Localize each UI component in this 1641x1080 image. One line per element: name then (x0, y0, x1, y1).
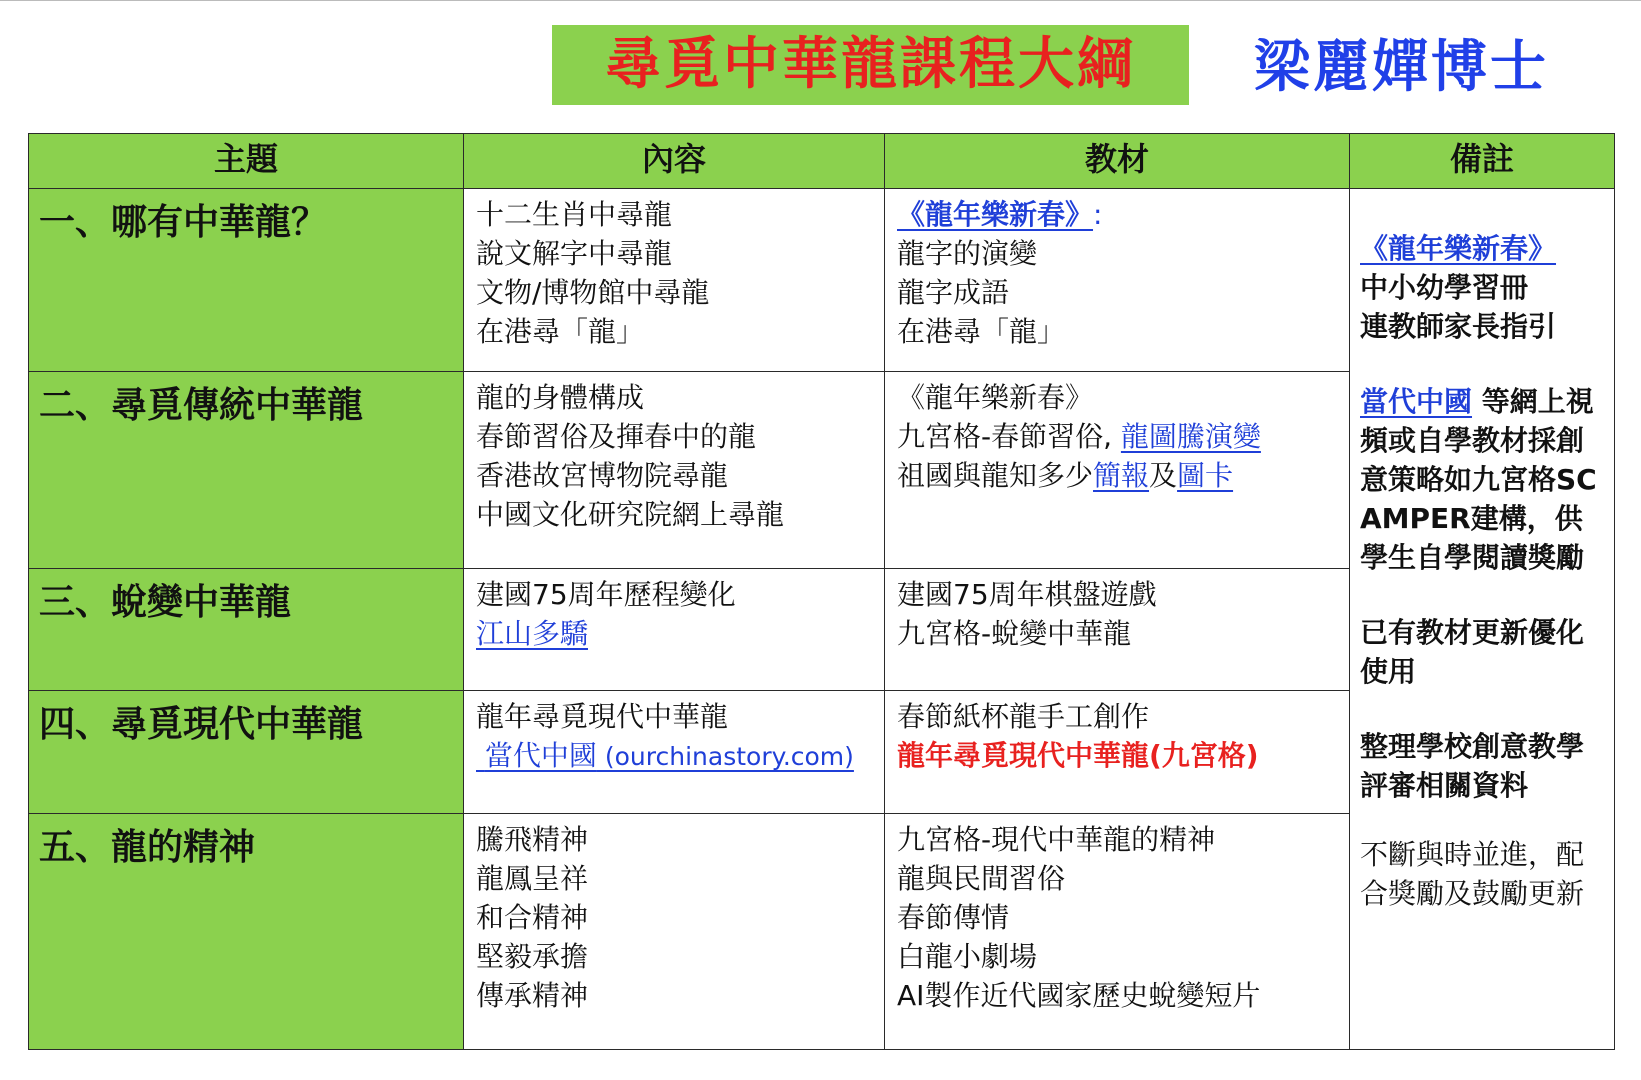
content-item: 在港尋「龍」 (476, 315, 645, 348)
syllabus-table (28, 133, 1615, 1050)
materials-item: 九宮格-現代中華龍的精神 (897, 823, 1216, 856)
header-notes: 備註 (1350, 134, 1615, 189)
topic-cell: 三、蛻變中華龍 (29, 569, 464, 691)
cards-link[interactable]: 圖卡 (1177, 459, 1234, 492)
materials-item: 龍字的演變 (897, 237, 1038, 270)
materials-item: 春節傳情 (897, 901, 1010, 934)
table-row (29, 189, 1615, 372)
content-cell (464, 372, 885, 569)
content-item: 龍的身體構成 (476, 381, 645, 414)
materials-cell (885, 691, 1350, 814)
content-item: 龍年尋覓現代中華龍 (476, 700, 729, 733)
title-banner (552, 25, 1189, 105)
content-item: 十二生肖中尋龍 (476, 198, 673, 231)
slides-link[interactable]: 簡報 (1093, 459, 1150, 492)
materials-cell (885, 569, 1350, 691)
materials-item: 九宮格-蛻變中華龍 (897, 617, 1132, 650)
notes-web-desc: 等網上視頻或自學教材採創意策略如九宮格SCAMPER建構，供學生自學閱讀獎勵 (1360, 385, 1597, 574)
jiangshan-link[interactable]: 江山多驕 (476, 617, 589, 650)
dragon-totem-link[interactable]: 龍圖騰演變 (1120, 420, 1261, 453)
content-item: 香港故宮博物院尋龍 (476, 459, 729, 492)
content-item: 傳承精神 (476, 979, 589, 1012)
notes-book-desc: 中小幼學習冊 (1360, 271, 1529, 304)
materials-item: 建國75周年棋盤遊戲 (897, 578, 1157, 611)
ourchinastory-link[interactable]: 當代中國 (ourchinastory.com) (484, 739, 854, 772)
notes-progress: 不斷與時並進，配合獎勵及鼓勵更新 (1360, 838, 1585, 910)
materials-item: 龍與民間習俗 (897, 862, 1066, 895)
materials-item: 龍字成語 (897, 276, 1010, 309)
topic-cell: 五、龍的精神 (29, 814, 464, 1050)
content-item: 和合精神 (476, 901, 589, 934)
topic-cell: 二、尋覓傳統中華龍 (29, 372, 464, 569)
notes-book-guide: 連教師家長指引 (1360, 310, 1557, 343)
header-row (29, 134, 1615, 189)
content-item: 中國文化研究院網上尋龍 (476, 498, 785, 531)
content-cell (464, 814, 885, 1050)
content-item: 龍鳳呈祥 (476, 862, 589, 895)
header-materials: 教材 (885, 134, 1350, 189)
materials-cell (885, 372, 1350, 569)
materials-cell (885, 814, 1350, 1050)
author-name: 梁麗嬋博士 (1254, 35, 1549, 100)
materials-text: 及 (1149, 459, 1178, 492)
notes-cell (1350, 189, 1615, 1050)
top-border-line (0, 0, 1641, 1)
topic-cell: 一、哪有中華龍？ (29, 189, 464, 372)
content-cell (464, 569, 885, 691)
content-item: 說文解字中尋龍 (476, 237, 673, 270)
materials-item: AI製作近代國家歷史蛻變短片 (897, 979, 1261, 1012)
content-item: 春節習俗及揮春中的龍 (476, 420, 757, 453)
content-item: 建國75周年歷程變化 (476, 578, 736, 611)
materials-item: 春節紙杯龍手工創作 (897, 700, 1150, 733)
materials-item: 在港尋「龍」 (897, 315, 1066, 348)
materials-item: 白龍小劇場 (897, 940, 1038, 973)
materials-cell (885, 189, 1350, 372)
content-cell (464, 691, 885, 814)
notes-update: 已有教材更新優化使用 (1360, 616, 1585, 688)
materials-text: 祖國與龍知多少 (897, 459, 1094, 492)
content-item: 文物/博物館中尋龍 (476, 276, 710, 309)
materials-text: 九宮格-春節習俗, (897, 420, 1121, 453)
materials-highlight: 龍年尋覓現代中華龍(九宮格) (897, 739, 1259, 772)
colon: : (1093, 198, 1103, 231)
notes-web-link[interactable]: 當代中國 (1360, 385, 1473, 418)
header-content: 內容 (464, 134, 885, 189)
notes-compile: 整理學校創意教學評審相關資料 (1360, 730, 1585, 802)
notes-book-link[interactable]: 《龍年樂新春》 (1360, 232, 1557, 265)
materials-item: 《龍年樂新春》 (897, 381, 1094, 414)
topic-cell: 四、尋覓現代中華龍 (29, 691, 464, 814)
content-item: 騰飛精神 (476, 823, 589, 856)
content-cell (464, 189, 885, 372)
header-topic: 主題 (29, 134, 464, 189)
book-link[interactable]: 《龍年樂新春》 (897, 198, 1094, 231)
page-title: 尋覓中華龍課程大綱 (605, 32, 1136, 97)
content-item: 堅毅承擔 (476, 940, 589, 973)
